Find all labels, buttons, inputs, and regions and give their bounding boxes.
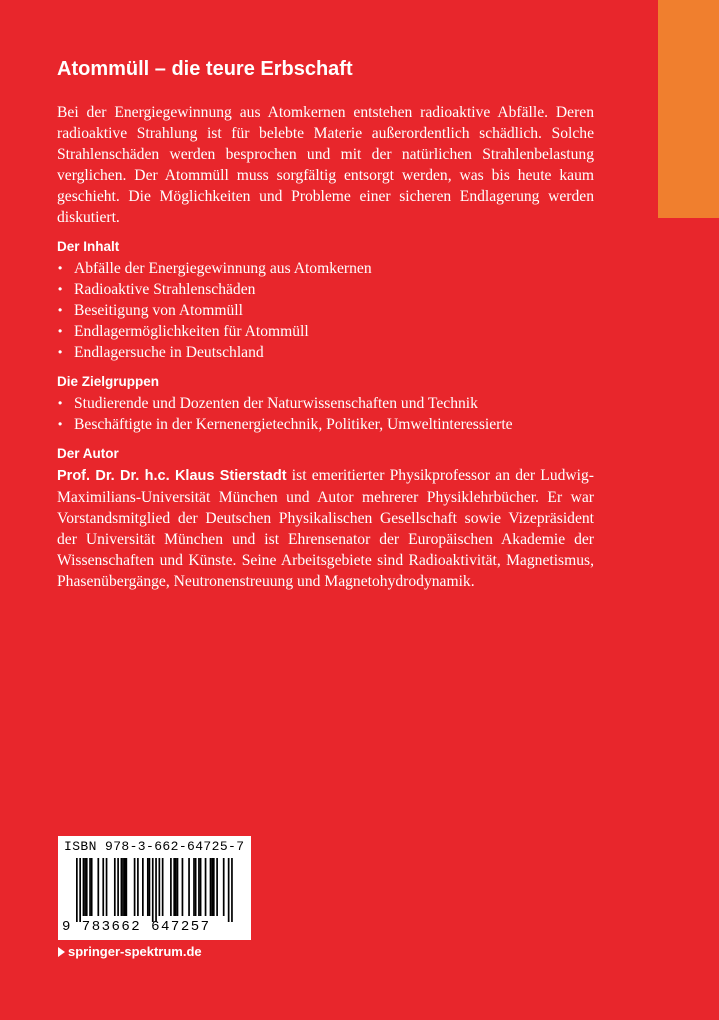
barcode-bar <box>79 858 81 922</box>
barcode-bar <box>182 858 184 916</box>
list-item: • Abfälle der Energiegewinnung aus Atomkernen <box>57 258 594 279</box>
barcode-bar <box>106 858 108 916</box>
ean-digits: 9 783662 647257 <box>62 919 211 935</box>
barcode-bar <box>210 858 212 916</box>
audience-heading: Die Zielgruppen <box>57 374 160 389</box>
barcode-bar <box>200 858 202 916</box>
barcode-bar <box>147 858 149 916</box>
barcode-bar <box>188 858 190 916</box>
barcode-bar <box>142 858 144 916</box>
barcode-bar <box>102 858 104 916</box>
barcode-bar <box>173 858 175 916</box>
barcode-bar <box>91 858 93 916</box>
barcode-bar <box>231 858 233 922</box>
barcode-bar <box>159 858 161 916</box>
barcode-bar <box>193 858 195 916</box>
barcode-bar <box>126 858 128 916</box>
barcode-bar <box>152 858 154 922</box>
publisher-link[interactable] <box>58 944 202 959</box>
barcode-bar <box>228 858 230 922</box>
barcode-bar <box>97 858 99 916</box>
list-item: • Endlagersuche in Deutschland <box>57 342 594 363</box>
barcode-bar <box>76 858 78 922</box>
barcode-bar <box>114 858 116 916</box>
barcode-bar <box>84 858 86 916</box>
contents-list <box>57 258 594 363</box>
barcode-bar <box>162 858 164 916</box>
barcode-bar <box>149 858 151 916</box>
barcode-bar <box>198 858 200 916</box>
audience-list <box>57 393 594 435</box>
back-cover-content <box>57 56 594 592</box>
barcode-bar <box>137 858 139 916</box>
list-item: • Radioaktive Strahlenschäden <box>57 279 594 300</box>
barcode-bar <box>155 858 157 922</box>
isbn-barcode <box>58 836 251 940</box>
barcode-bar <box>195 858 197 916</box>
book-title: Atommüll – die teure Erbschaft <box>57 58 353 80</box>
barcode-bar <box>89 858 91 916</box>
barcode-bar <box>124 858 126 916</box>
barcode-bar <box>223 858 225 916</box>
barcode-bar <box>205 858 207 916</box>
isbn-label: ISBN 978-3-662-64725-7 <box>64 839 245 854</box>
barcode-bar <box>213 858 215 916</box>
publisher-link-label: springer-spektrum.de <box>68 944 202 959</box>
contents-heading: Der Inhalt <box>57 239 120 254</box>
barcode-bar <box>216 858 218 916</box>
barcode-bar <box>122 858 124 916</box>
list-item: • Beschäftigte in der Kernenergietechnik, Politiker, Umweltinteressierte <box>57 414 594 435</box>
orange-accent-tab <box>658 0 719 218</box>
barcode-bar <box>117 858 119 916</box>
list-item: • Studierende und Dozenten der Naturwissenschaften und Technik <box>57 393 594 414</box>
author-paragraph <box>57 465 594 592</box>
author-bio: ist emeritierter Physikprofessor an der Ludwig-Maximilians-Universität München und Autor mehrerer Physiklehrbücher. Er war Vorstandsmitglied der Deutschen Physikalischen Gesellschaft sowie Vizepräsident der Universität München und ist Ehrensenator der Europäischen Akademie der Wissenschaften und Künste. Seine Arbeitsgebiete sind Radioaktivität, Magnetismus, Phasenübergänge, Neutronenstreuung und Magnetohydrodynamik. <box>57 467 594 590</box>
barcode-bar <box>83 858 85 916</box>
barcode-bars <box>76 858 234 922</box>
barcode-bar <box>86 858 88 916</box>
author-heading: Der Autor <box>57 446 119 461</box>
barcode-bar <box>177 858 179 916</box>
author-name: Prof. Dr. Dr. h.c. Klaus Stierstadt <box>57 468 287 484</box>
arrow-right-icon <box>58 947 65 957</box>
list-item: • Beseitigung von Atommüll <box>57 300 594 321</box>
barcode-bar <box>211 858 213 916</box>
barcode-bar <box>175 858 177 916</box>
list-item: • Endlagermöglichkeiten für Atommüll <box>57 321 594 342</box>
barcode-bar <box>121 858 123 916</box>
barcode-bar <box>134 858 136 916</box>
barcode-bar <box>170 858 172 916</box>
intro-paragraph: Bei der Energiegewinnung aus Atomkernen entstehen radioaktive Abfälle. Deren radioaktive Strahlung ist für belebte Materie außerordentlich schädlich. Solche Strahlenschäden werden besprochen und mit der natürlichen Strahlenbelastung verglichen. Der Atommüll muss sorgfältig entsorgt werden, was bis heute kaum geschieht. Die Möglichkeiten und Probleme einer sicheren Endlagerung werden diskutiert. <box>57 104 594 226</box>
